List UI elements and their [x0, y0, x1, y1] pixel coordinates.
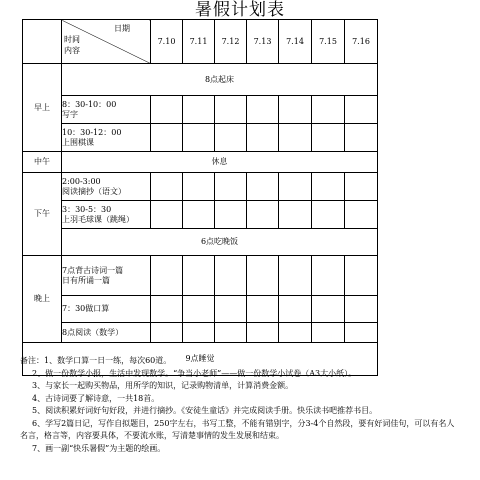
- check-cell[interactable]: [279, 124, 312, 152]
- task-cell: [62, 256, 151, 296]
- task-cell: [62, 201, 151, 229]
- table-row: [23, 64, 378, 96]
- page-title: 暑假计划表: [195, 0, 285, 20]
- date-header: 7.12: [215, 20, 247, 64]
- date-header: 7.10: [151, 20, 183, 64]
- check-cell[interactable]: [279, 96, 312, 124]
- check-cell[interactable]: [151, 256, 183, 296]
- date-header: 7.14: [279, 20, 312, 64]
- sleep-row: 9点睡觉: [23, 343, 378, 376]
- check-cell[interactable]: [345, 173, 378, 201]
- task-time: 8：30-10：00: [62, 99, 117, 109]
- check-cell[interactable]: [279, 173, 312, 201]
- note-item: 备注：1、数学口算一日一练，每次60道。: [20, 356, 172, 365]
- check-cell[interactable]: [215, 96, 247, 124]
- check-cell[interactable]: [151, 173, 183, 201]
- date-header: 7.15: [312, 20, 345, 64]
- rest-row: 休息: [62, 152, 378, 173]
- check-cell[interactable]: [183, 124, 215, 152]
- task-time: 10：30-12：00: [62, 127, 122, 137]
- check-cell[interactable]: [345, 296, 378, 323]
- task-cell: 7：30做口算: [62, 296, 151, 323]
- task-name: 上羽毛球课（跳绳）: [62, 214, 134, 224]
- check-cell[interactable]: [312, 173, 345, 201]
- table-row: [23, 296, 378, 323]
- note-item: 6、学写2篇日记，写作自拟题目，250字左右，书写工整，不能有错别字，分3-4个自然段，要有好词佳句，可以有名人名言，格言等，内容要具体，不要流水账，写清楚事情的发生发展和结束。: [20, 418, 455, 440]
- check-cell[interactable]: [312, 124, 345, 152]
- check-cell[interactable]: [215, 173, 247, 201]
- check-cell[interactable]: [312, 296, 345, 323]
- check-cell[interactable]: [183, 173, 215, 201]
- dinner-row: 6点吃晚饭: [62, 229, 378, 256]
- check-cell[interactable]: [247, 323, 279, 343]
- notes-section: [20, 355, 460, 455]
- check-cell[interactable]: [312, 256, 345, 296]
- date-header: 7.11: [183, 20, 215, 64]
- task-cell: [62, 173, 151, 201]
- section-evening: 晚上: [23, 256, 62, 343]
- table-row: [23, 229, 378, 256]
- check-cell[interactable]: [312, 96, 345, 124]
- date-header: 7.13: [247, 20, 279, 64]
- task-line: 日有所诵一篇: [62, 275, 110, 285]
- wake-up-row: 8点起床: [62, 64, 378, 96]
- header-blank-cell: [23, 20, 62, 64]
- task-cell: 8点阅读（数学）: [62, 323, 151, 343]
- check-cell[interactable]: [183, 296, 215, 323]
- table-row: [23, 96, 378, 124]
- check-cell[interactable]: [151, 124, 183, 152]
- check-cell[interactable]: [151, 296, 183, 323]
- task-name: 上围棋课: [62, 137, 94, 147]
- content-label: 内容: [64, 46, 80, 55]
- date-label: 日期: [114, 24, 130, 33]
- check-cell[interactable]: [279, 256, 312, 296]
- check-cell[interactable]: [345, 201, 378, 229]
- note-item: 5、阅读积累好词好句好段，并进行摘抄。《安徒生童话》并完成阅读手册。快乐读书吧推荐书目。: [32, 406, 378, 415]
- section-noon: 中午: [23, 152, 62, 173]
- section-afternoon: 下午: [23, 173, 62, 256]
- check-cell[interactable]: [247, 124, 279, 152]
- table-row: [23, 173, 378, 201]
- check-cell[interactable]: [312, 323, 345, 343]
- task-name: 写字: [62, 109, 78, 119]
- time-label: 时间: [64, 35, 80, 44]
- check-cell[interactable]: [183, 201, 215, 229]
- task-time: 2:00-3:00: [62, 176, 101, 186]
- section-morning: 早上: [23, 64, 62, 152]
- diagonal-header-cell: [62, 20, 151, 64]
- task-name: 阅读摘抄（语文）: [62, 186, 126, 196]
- table-row: [23, 124, 378, 152]
- check-cell[interactable]: [345, 124, 378, 152]
- note-item: 3、与家长一起购买物品，用所学的知识，记录购物清单，计算消费金额。: [32, 381, 294, 390]
- table-row: [23, 201, 378, 229]
- note-item: 7、画一副“快乐暑假”为主题的绘画。: [32, 443, 166, 453]
- check-cell[interactable]: [247, 256, 279, 296]
- check-cell[interactable]: [183, 323, 215, 343]
- task-cell: [62, 124, 151, 152]
- check-cell[interactable]: [279, 201, 312, 229]
- check-cell[interactable]: [247, 96, 279, 124]
- check-cell[interactable]: [247, 296, 279, 323]
- task-line: 7点背古诗词一篇: [62, 265, 124, 275]
- check-cell[interactable]: [345, 96, 378, 124]
- check-cell[interactable]: [215, 296, 247, 323]
- date-header: 7.16: [345, 20, 378, 64]
- note-item: 2、做一份数学小报，生活中发现数学。“争当小老师”——做一份数学小试卷（A3大小纸）。: [32, 368, 357, 378]
- task-cell: [62, 96, 151, 124]
- check-cell[interactable]: [215, 201, 247, 229]
- check-cell[interactable]: [345, 323, 378, 343]
- header-row: [23, 20, 378, 64]
- table-row: [23, 323, 378, 343]
- check-cell[interactable]: [151, 201, 183, 229]
- check-cell[interactable]: [151, 323, 183, 343]
- check-cell[interactable]: [247, 201, 279, 229]
- check-cell[interactable]: [312, 201, 345, 229]
- note-item: 4、古诗词要了解诗意，一共18首。: [32, 393, 160, 403]
- plan-table: [22, 19, 378, 376]
- task-time: 3：30-5：30: [62, 204, 112, 214]
- check-cell[interactable]: [151, 96, 183, 124]
- check-cell[interactable]: [279, 296, 312, 323]
- check-cell[interactable]: [183, 96, 215, 124]
- check-cell[interactable]: [247, 173, 279, 201]
- check-cell[interactable]: [215, 124, 247, 152]
- check-cell[interactable]: [279, 323, 312, 343]
- check-cell[interactable]: [215, 323, 247, 343]
- check-cell[interactable]: [215, 256, 247, 296]
- check-cell[interactable]: [345, 256, 378, 296]
- check-cell[interactable]: [183, 256, 215, 296]
- table-row: [23, 256, 378, 296]
- table-row: [23, 152, 378, 173]
